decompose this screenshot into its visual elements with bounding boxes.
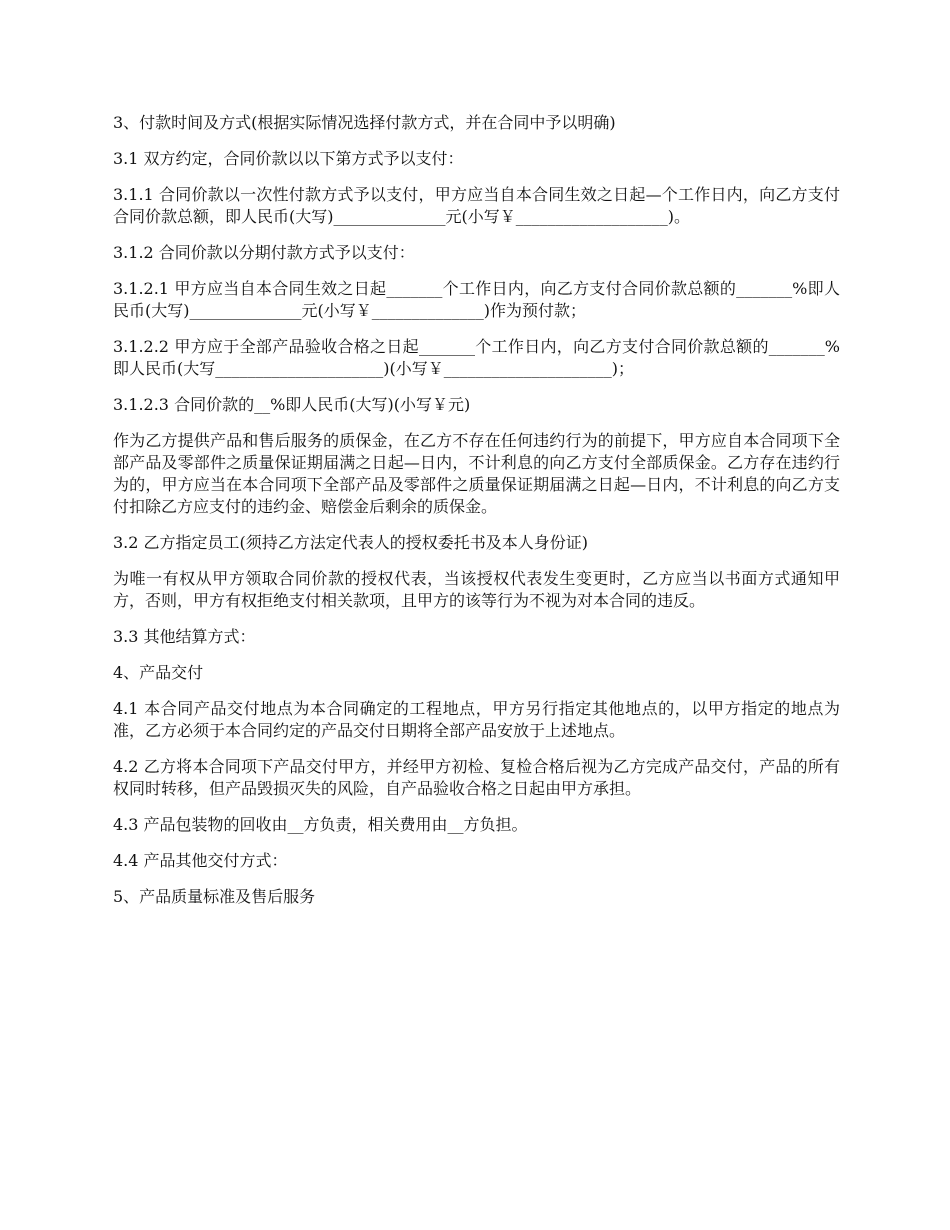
clause-4-4: 4.4 产品其他交付方式： bbox=[113, 851, 288, 870]
clause-3-3: 3.3 其他结算方式： bbox=[113, 627, 256, 646]
warranty-deposit-paragraph: 作为乙方提供产品和售后服务的质保金，在乙方不存在任何违约行为的前提下，甲方应自本合同项下全部产品及零部件之质量保证期届满之日起—日内，不计利息的向乙方支付全部质保金。乙方存在违约行为的，甲方应当在本合同项下全部产品及零部件之质量保证期届满之日起—日内，不计利息的向乙方支付扣除乙方应支付的违约金、赔偿金后剩余的质保金。 bbox=[113, 431, 840, 516]
clause-3-1: 3.1 双方约定，合同价款以以下第方式予以支付： bbox=[113, 149, 464, 168]
clause-3-1-2: 3.1.2 合同价款以分期付款方式予以支付： bbox=[113, 243, 415, 262]
section-4-heading: 4、产品交付 bbox=[113, 663, 204, 682]
section-5-heading: 5、产品质量标准及售后服务 bbox=[113, 887, 316, 906]
clause-3-1-2-1: 3.1.2.1 甲方应当自本合同生效之日起_______个工作日内，向乙方支付合同价款总额的_______%即人民币(大写)______________元(小写￥______________)作为预付款； bbox=[113, 279, 840, 320]
clause-4-3: 4.3 产品包装物的回收由__方负责，相关费用由__方负担。 bbox=[113, 815, 528, 834]
clause-4-2: 4.2 乙方将本合同项下产品交付甲方，并经甲方初检、复检合格后视为乙方完成产品交付，产品的所有权同时转移，但产品毁损灭失的风险，自产品验收合格之日起由甲方承担。 bbox=[113, 757, 840, 798]
document-body bbox=[113, 112, 840, 922]
clause-4-1: 4.1 本合同产品交付地点为本合同确定的工程地点，甲方另行指定其他地点的，以甲方指定的地点为准，乙方必须于本合同约定的产品交付日期将全部产品安放于上述地点。 bbox=[113, 699, 840, 740]
clause-3-2: 3.2 乙方指定员工(须持乙方法定代表人的授权委托书及本人身份证) bbox=[113, 533, 589, 552]
clause-3-1-2-3: 3.1.2.3 合同价款的__%即人民币(大写)(小写￥元) bbox=[113, 395, 471, 414]
clause-3-1-2-2: 3.1.2.2 甲方应于全部产品验收合格之日起_______个工作日内，向乙方支付合同价款总额的_______%即人民币(大写_____________________)(小写￥_____________________)； bbox=[113, 337, 840, 378]
authorized-representative-paragraph: 为唯一有权从甲方领取合同价款的授权代表，当该授权代表发生变更时，乙方应当以书面方式通知甲方，否则，甲方有权拒绝支付相关款项，且甲方的该等行为不视为对本合同的违反。 bbox=[113, 569, 840, 610]
section-3-heading: 3、付款时间及方式(根据实际情况选择付款方式，并在合同中予以明确) bbox=[113, 113, 616, 132]
clause-3-1-1: 3.1.1 合同价款以一次性付款方式予以支付，甲方应当自本合同生效之日起—个工作日内，向乙方支付合同价款总额，即人民币(大写)______________元(小写￥___________________)。 bbox=[113, 185, 840, 226]
